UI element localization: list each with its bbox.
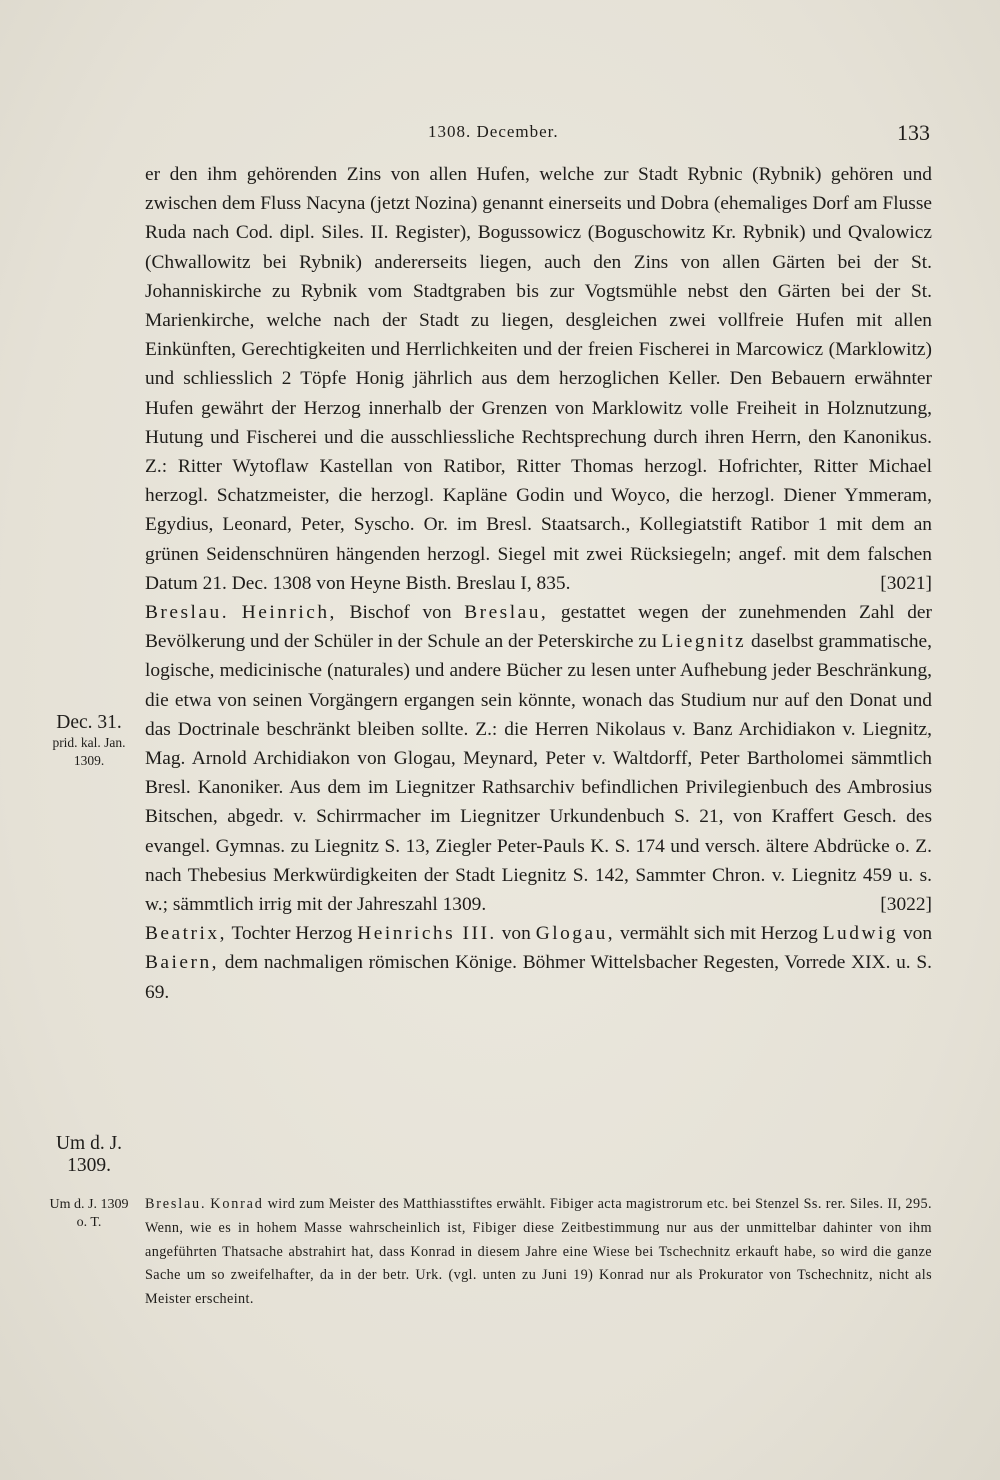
page-header <box>0 120 1000 150</box>
regest-number-3022: [3022] <box>880 894 932 916</box>
regest-text: Tochter Herzog <box>231 923 353 945</box>
person-name: Heinrich, <box>241 602 337 624</box>
small-print-text: wird zum Meister des Matthiasstiftes erwählt. Fibiger acta magistrorum etc. bei Stenzel Ss. rer. Siles. II, 295. Wenn, wie es in hohem Masse wahrscheinlich ist, Fibiger diese Zeitbestimmung nur aus der unmittelbar dahinter von ihm angeführten Thatsache abstrahirt hat, dass Konrad in diesem Jahre eine Wiese bei Tschechnitz erkauft habe, so wird die ganze Sache um so zweifelhafter, da in der betr. Urk. (vgl. unten zu Juni 19) Konrad nur als Prokurator von Tschechnitz, nicht als Meister erscheint. <box>145 1196 932 1308</box>
margin-date-line: o. T. <box>76 1215 102 1230</box>
regest-text: gestattet wegen der zunehmenden Zahl der Bevölkerung und der Schüler in der Schule an der Peterskirche zu <box>145 602 932 653</box>
page-number: 133 <box>897 120 930 145</box>
person-name: Beatrix, <box>145 923 227 945</box>
margin-date-line: prid. kal. Jan. <box>52 735 126 750</box>
place-name: Breslau, <box>464 602 549 624</box>
place-name: Liegnitz <box>661 631 747 653</box>
place-name: Breslau. <box>145 602 230 624</box>
regest-3021-text: er den ihm gehörenden Zins von allen Hufen, welche zur Stadt Rybnic (Rybnik) gehören und zwischen dem Fluss Nacyna (jetzt Nozina) genannt einerseits und Dobra (ehemaliges Dorf am Flusse Ruda nach Cod. dipl. Siles. II. Register), Bogussowicz (Boguschowitz Kr. Rybnik) und Qvalowicz (Chwallowitz bei Rybnik) andererseits liegen, auch den Zins von allen Gärten bei der St. Johanniskirche zu Rybnik vom Stadtgraben bis zur Vogtsmühle nebst den Gärten bei der St. Marienkirche, welche nach der Stadt zu liegen, desgleichen zwei vollfreie Hufen mit allen Einkünften, Gerechtigkeiten und Herrlichkeiten und der freien Fischerei in Marcowicz (Marklowitz) und schliesslich 2 Töpfe Honig jährlich aus dem herzoglichen Keller. Den Bebauern erwähnter Hufen gewährt der Herzog innerhalb der Grenzen von Marklowitz volle Freiheit in Holznutzung, Hutung und Fischerei und die ausschliessliche Rechtsprechung durch ihren Herrn, den Kanonikus. Z.: Ritter Wytoflaw Kastellan von Ratibor, Ritter Thomas herzogl. Hofrichter, Ritter Michael herzogl. Schatzmeister, die herzogl. Kapläne Godin und Woyco, die herzogl. Diener Ymmeram, Egydius, Leonard, Peter, Syscho. Or. im Bresl. Staatsarch., Kollegiatstift Ratibor 1 mit dem an grünen Seidenschnüren hängenden herzogl. Siegel mit zwei Rücksiegeln; angef. mit dem falschen Datum 21. Dec. 1308 von Heyne Bisth. Breslau I, 835. <box>145 164 932 594</box>
regest-text: dem nachmaligen römischen Könige. Böhmer Wittelsbacher Regesten, Vorrede XIX. u. S. 69. <box>145 952 932 1003</box>
margin-date-line: Um d. J. 1309 <box>49 1197 129 1212</box>
margin-date-3 <box>34 1196 144 1232</box>
person-name: Konrad <box>210 1196 264 1212</box>
regest-text: daselbst grammatische, logische, medicinische (naturales) und andere Bücher zu lesen unter Aufhebung jeder Beschränkung, die etwa von seinen Vorgängern ergangen sein könnte, wonach das Studium nur auf den Donat und das Doctrinale beschränkt bleiben sollte. Z.: die Herren Nikolaus v. Banz Archidiakon v. Liegnitz, Mag. Arnold Archidiakon von Glogau, Meynard, Peter v. Waltdorff, Peter Bartholomei sämmtlich Bresl. Kanoniker. Aus dem im Liegnitzer Rathsarchiv befindlichen Privilegienbuch des Ambrosius Bitschen, abgedr. v. Schirrmacher im Liegnitzer Urkundenbuch S. 21, von Kraffert Gesch. des evangel. Gymnas. zu Liegnitz S. 13, Ziegler Peter-Pauls K. S. 174 und versch. ältere Abdrücke o. Z. nach Thebesius Merkwürdigkeiten der Stadt Liegnitz S. 142, Sammter Chron. v. Liegnitz 459 u. s. w.; sämmtlich irrig mit der Jahreszahl 1309. <box>145 631 932 916</box>
running-title: 1308. December. <box>428 122 559 141</box>
regest-text: von <box>501 923 531 945</box>
margin-date-1 <box>34 712 144 770</box>
regest-3022 <box>145 598 932 919</box>
person-name: Heinrichs III. <box>357 923 497 945</box>
regest-text: Bischof von <box>349 602 452 624</box>
regest-number-3021: [3021] <box>880 572 932 594</box>
small-print-regest <box>145 1193 932 1312</box>
regest-3021 <box>145 160 932 598</box>
margin-date-line: 1309. <box>67 1155 111 1176</box>
place-name: Glogau, <box>535 923 616 945</box>
regest-beatrix <box>145 919 932 1007</box>
person-name: Ludwig <box>822 923 899 945</box>
main-text <box>145 160 932 1007</box>
place-name: Baiern, <box>145 952 220 974</box>
margin-date-line: Um d. J. <box>55 1133 123 1154</box>
margin-date-line: 1309. <box>73 753 105 768</box>
margin-date-2 <box>34 1133 144 1177</box>
place-name: Breslau. <box>145 1196 207 1212</box>
regest-text: vermählt sich mit Herzog <box>620 923 818 945</box>
margin-date-line: Dec. 31. <box>56 712 122 733</box>
regest-text: von <box>902 923 933 945</box>
